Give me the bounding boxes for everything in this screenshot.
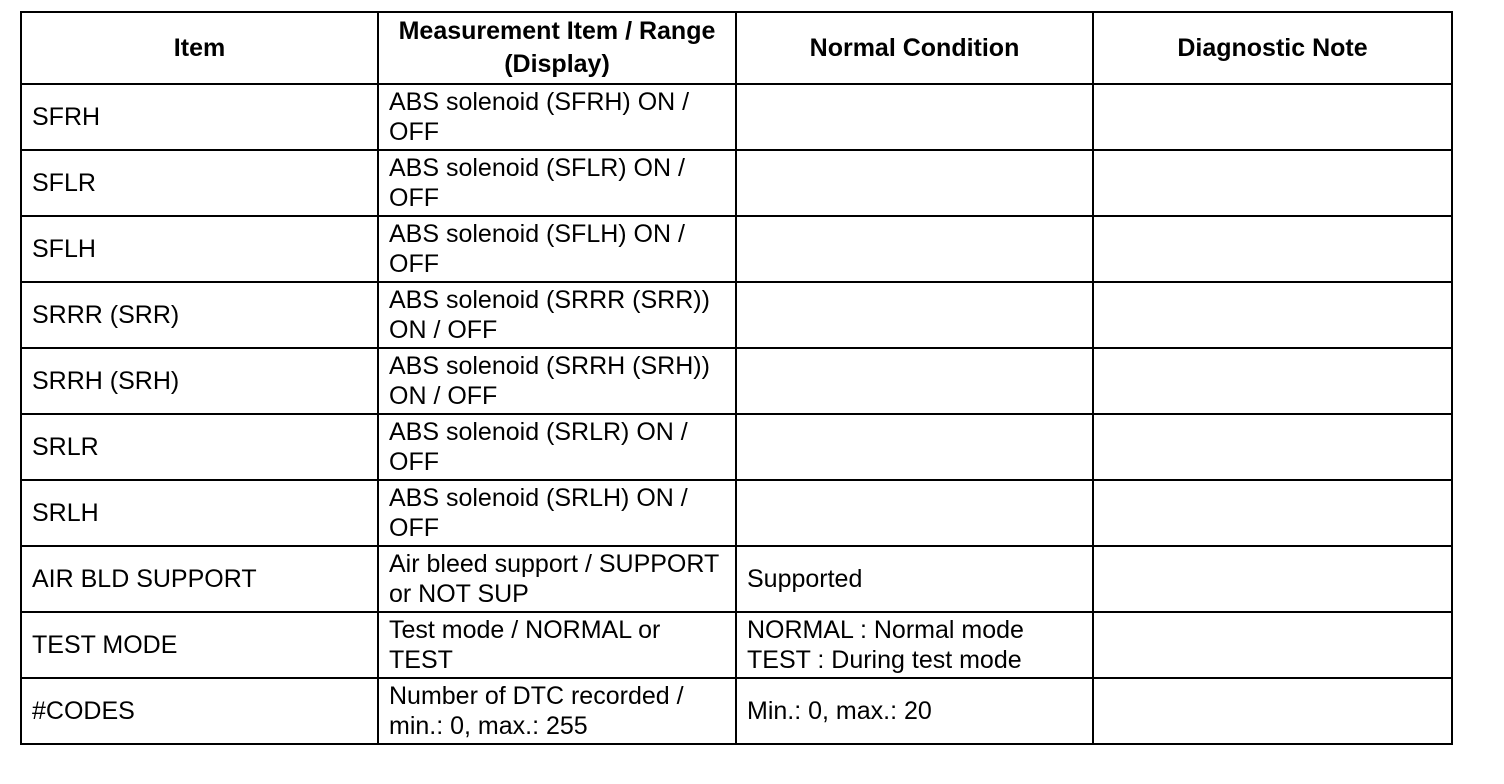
measurement-cell: Number of DTC recorded / min.: 0, max.: 255 <box>378 678 736 744</box>
measurement-cell: ABS solenoid (SFLH) ON / OFF <box>378 216 736 282</box>
diagnostic-note-cell <box>1093 414 1452 480</box>
table-row <box>21 216 1452 282</box>
item-cell: SRRR (SRR) <box>21 282 378 348</box>
table-row <box>21 414 1452 480</box>
header-normal-condition: Normal Condition <box>736 12 1093 84</box>
measurement-cell: ABS solenoid (SRLH) ON / OFF <box>378 480 736 546</box>
measurement-cell: ABS solenoid (SRRH (SRH)) ON / OFF <box>378 348 736 414</box>
measurement-cell: ABS solenoid (SFLR) ON / OFF <box>378 150 736 216</box>
normal-condition-line: NORMAL : Normal mode <box>747 616 1024 644</box>
measurement-cell: ABS solenoid (SRRR (SRR)) ON / OFF <box>378 282 736 348</box>
normal-condition-line: Supported <box>747 565 863 593</box>
item-cell: SRLR <box>21 414 378 480</box>
measurement-cell: Test mode / NORMAL or TEST <box>378 612 736 678</box>
normal-condition-cell <box>736 150 1093 216</box>
item-cell: SRRH (SRH) <box>21 348 378 414</box>
header-row <box>21 12 1452 84</box>
table-row <box>21 348 1452 414</box>
normal-condition-line: TEST : During test mode <box>747 646 1022 674</box>
table-row <box>21 480 1452 546</box>
item-cell: SRLH <box>21 480 378 546</box>
diagnostic-note-cell <box>1093 612 1452 678</box>
normal-condition-line: Min.: 0, max.: 20 <box>747 697 932 725</box>
table-row <box>21 678 1452 744</box>
diagnostic-note-cell <box>1093 678 1452 744</box>
table-row <box>21 84 1452 150</box>
measurement-cell: ABS solenoid (SFRH) ON / OFF <box>378 84 736 150</box>
item-cell: SFRH <box>21 84 378 150</box>
normal-condition-cell <box>736 414 1093 480</box>
item-cell: #CODES <box>21 678 378 744</box>
normal-condition-cell <box>736 612 1093 678</box>
measurement-cell: ABS solenoid (SRLR) ON / OFF <box>378 414 736 480</box>
normal-condition-cell <box>736 348 1093 414</box>
measurement-cell: Air bleed support / SUPPORT or NOT SUP <box>378 546 736 612</box>
normal-condition-cell <box>736 216 1093 282</box>
item-cell: SFLR <box>21 150 378 216</box>
diagnostic-note-cell <box>1093 216 1452 282</box>
table-row <box>21 546 1452 612</box>
header-item: Item <box>21 12 378 84</box>
diagnostic-note-cell <box>1093 348 1452 414</box>
table-row <box>21 150 1452 216</box>
normal-condition-cell <box>736 480 1093 546</box>
item-cell: AIR BLD SUPPORT <box>21 546 378 612</box>
table-row <box>21 612 1452 678</box>
diagnostic-note-cell <box>1093 282 1452 348</box>
normal-condition-cell <box>736 546 1093 612</box>
diagnostic-note-cell <box>1093 480 1452 546</box>
header-measurement-item: Measurement Item / Range (Display) <box>378 12 736 84</box>
diagnostic-note-cell <box>1093 546 1452 612</box>
diagnostic-data-table <box>20 11 1453 745</box>
diagnostic-note-cell <box>1093 84 1452 150</box>
diagnostic-note-cell <box>1093 150 1452 216</box>
normal-condition-cell <box>736 678 1093 744</box>
item-cell: TEST MODE <box>21 612 378 678</box>
header-diagnostic-note: Diagnostic Note <box>1093 12 1452 84</box>
normal-condition-cell <box>736 84 1093 150</box>
normal-condition-cell <box>736 282 1093 348</box>
table-row <box>21 282 1452 348</box>
item-cell: SFLH <box>21 216 378 282</box>
